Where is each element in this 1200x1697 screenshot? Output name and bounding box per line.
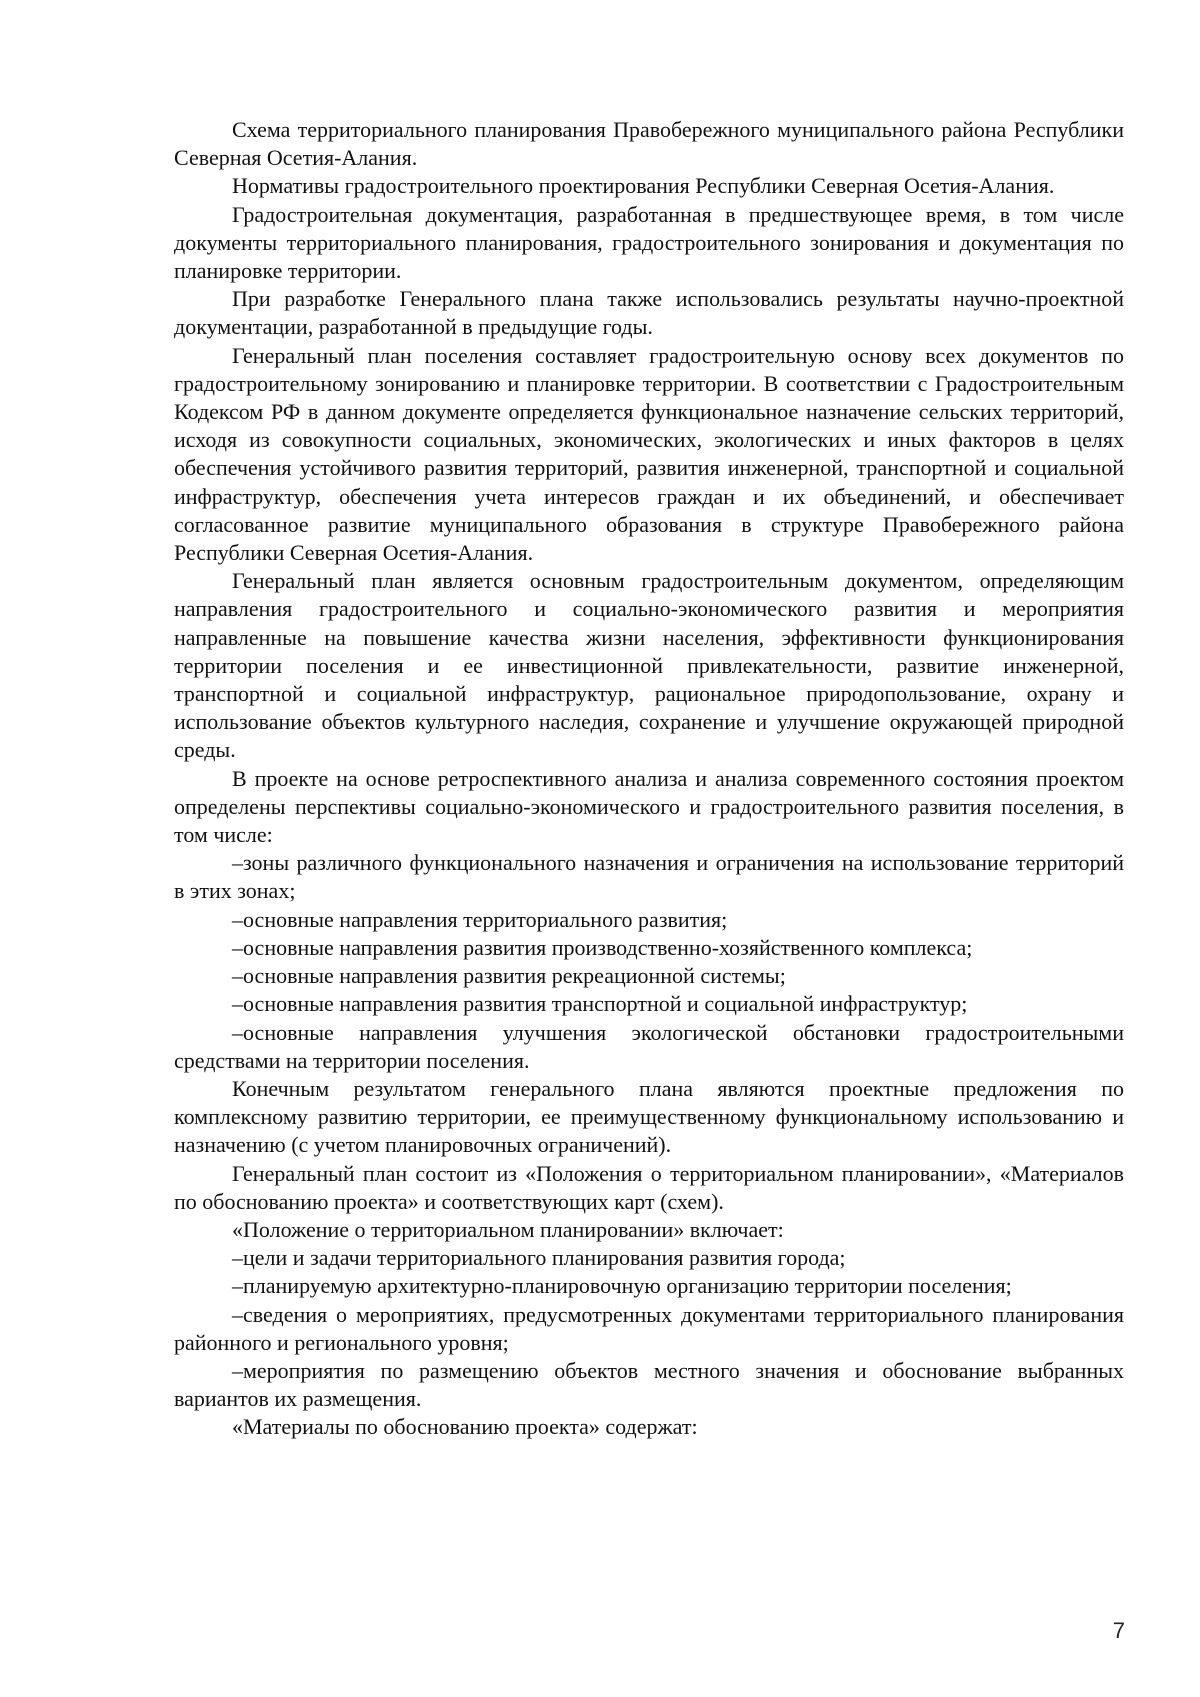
list-item: –планируемую архитектурно-планировочную организацию территории поселения; (232, 1273, 1012, 1299)
paragraph: «Материалы по обоснованию проекта» содержат: (232, 1414, 698, 1440)
list-item: –основные направления развития производственно-хозяйственного комплекса; (232, 934, 973, 960)
paragraph: Генеральный план является основным градостроительным документом, определяющим направления градостроительного и социально-экономического развития и мероприятия направленные на повышение качества жизни населения, эффективности функционирования территории поселения и ее инвестиционной привлекательности, развитие инженерной, транспортной и социальной инфраструктур, рациональное природопользование, охрану и использование объектов культурного наследия, сохранение и улучшение окружающей природной среды. (174, 568, 1124, 763)
list-item: –мероприятия по размещению объектов местного значения и обоснование выбранных вариантов их размещения. (174, 1357, 1124, 1412)
paragraph: Конечным результатом генерального плана являются проектные предложения по комплексному развитию территории, ее преимущественному функциональному использованию и назначению (с учетом планировочных ограничений). (174, 1075, 1124, 1158)
list-item: –зоны различного функционального назначения и ограничения на использование территорий в этих зонах; (174, 850, 1124, 904)
paragraph: «Положение о территориальном планировании» включает: (232, 1216, 784, 1242)
page-number: 7 (1112, 1618, 1125, 1643)
list-item: –основные направления улучшения экологической обстановки градостроительными средствами на территории поселения. (174, 1019, 1124, 1073)
list-item: –основные направления территориального развития; (232, 906, 728, 932)
paragraph: Схема территориального планирования Правобережного муниципального района Республики Северная Осетия-Алания. (174, 117, 1124, 171)
list-item: –сведения о мероприятиях, предусмотренных документами территориального планирования районного и регионального уровня; (174, 1301, 1124, 1355)
paragraph: В проекте на основе ретроспективного анализа и анализа современного состояния проектом определены перспективы социально-экономического и градостроительного развития поселения, в том числе: (174, 765, 1124, 848)
paragraph: Нормативы градостроительного проектирования Республики Северная Осетия-Алания. (232, 173, 1055, 199)
paragraph: Генеральный план состоит из «Положения о территориальном планировании», «Материалов по обоснованию проекта» и соответствующих карт (схем). (174, 1160, 1124, 1214)
list-item: –цели и задачи территориального планирования развития города; (232, 1245, 846, 1271)
paragraph: При разработке Генерального плана также использовались результаты научно-проектной документации, разработанной в предыдущие годы. (174, 286, 1124, 340)
paragraph: Генеральный план поселения составляет градостроительную основу всех документов по градостроительному зонированию и планировке территории. В соответствии с Градостроительным Кодексом РФ в данном документе определяется функциональное назначение сельских территорий, исходя из совокупности социальных, экономических, экологических и иных факторов в целях обеспечения устойчивого развития территорий, развития инженерной, транспортной и социальной инфраструктур, обеспечения учета интересов граждан и их объединений, и обеспечивает согласованное развитие муниципального образования в структуре Правобережного района Республики Северная Осетия-Алания. (174, 342, 1124, 566)
list-item: –основные направления развития рекреационной системы; (232, 963, 786, 989)
list-item: –основные направления развития транспортной и социальной инфраструктур; (232, 991, 968, 1017)
paragraph: Градостроительная документация, разработанная в предшествующее время, в том числе документы территориального планирования, градостроительного зонирования и документация по планировке территории. (174, 201, 1124, 284)
document-body (174, 116, 1124, 1442)
